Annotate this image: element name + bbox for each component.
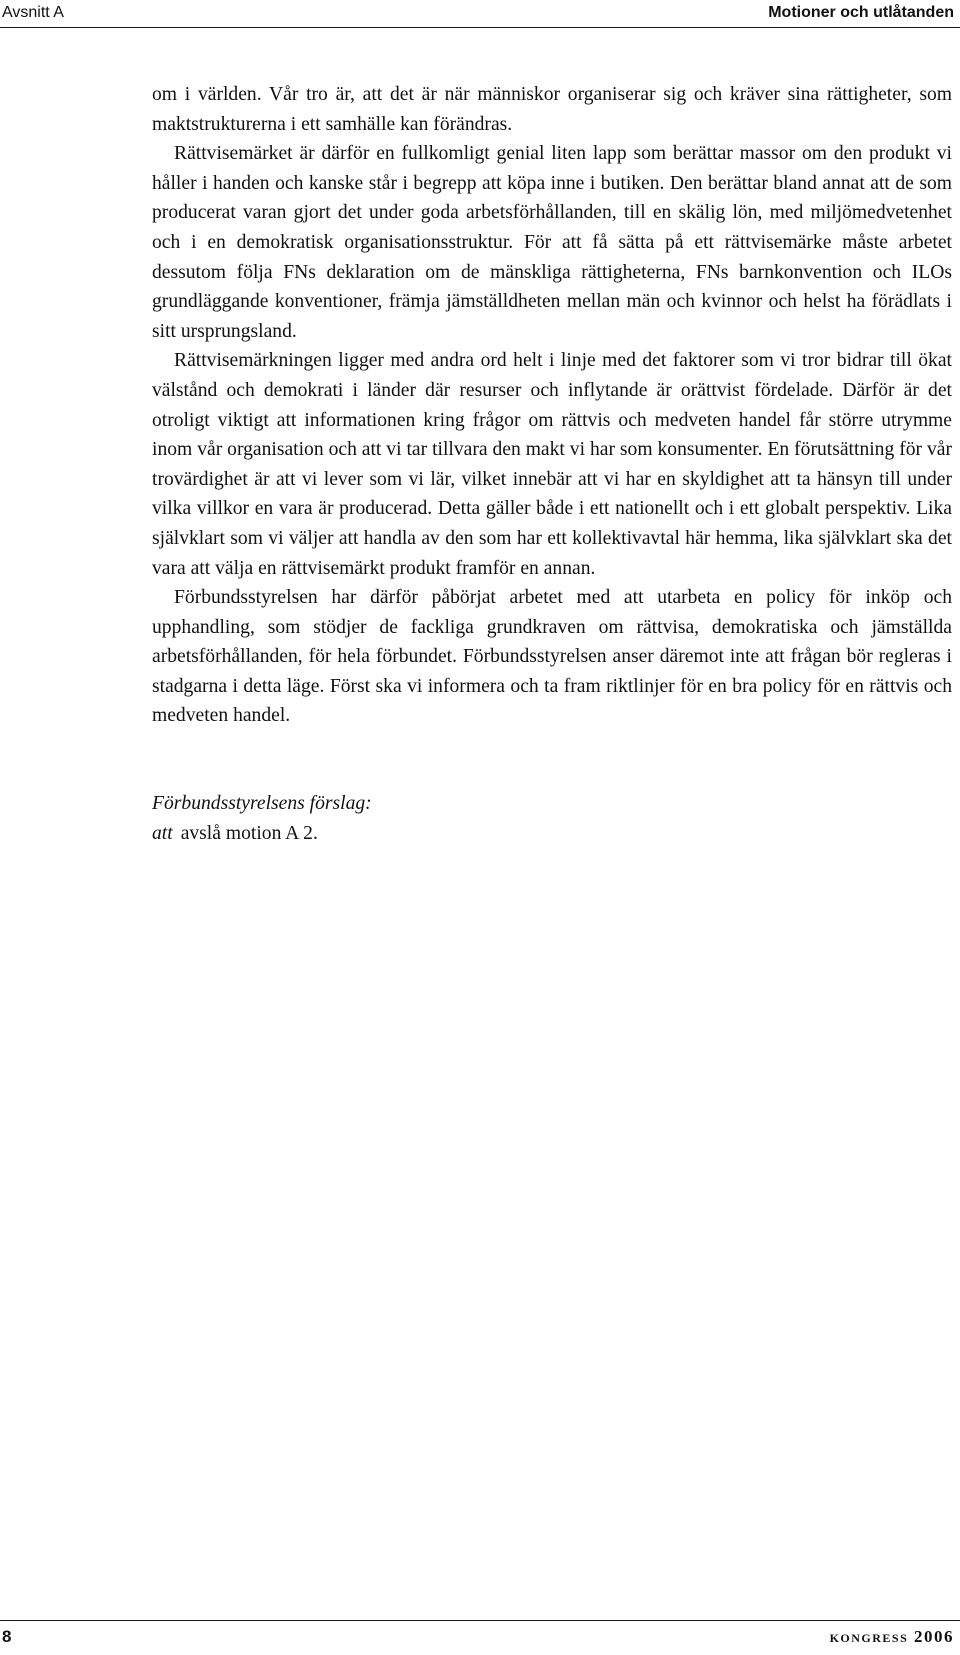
section-label: Avsnitt A (2, 4, 64, 21)
paragraph-continued: om i världen. Vår tro är, att det är när människor organiserar sig och kräver sina rättigheter, som maktstrukturerna i ett samhälle kan förändras. (152, 84, 952, 135)
paragraph: Förbundsstyrelsen har därför påbörjat arbetet med att utarbeta en policy för inköp och upphandling, som stödjer de fackliga grundkraven om rättvisa, demokratiska och jämställda arbetsförhållanden, för hela förbundet. Förbundsstyrelsen anser däremot inte att frågan bör regleras i stadgarna i detta läge. Först ska vi informera och ta fram riktlinjer för en bra policy för en rättvis och medveten handel. (152, 587, 952, 727)
running-header (0, 0, 960, 28)
proposal-att-word: att (152, 823, 173, 844)
board-proposal (152, 789, 952, 849)
header-title: Motioner och utlåtanden (768, 4, 954, 21)
footer-brand: kongress 2006 (829, 1627, 954, 1646)
paragraph: Rättvisemärket är därför en fullkomligt genial liten lapp som berättar massor om den produkt vi håller i handen och kanske står i begrepp att köpa inne i butiken. Den berättar bland annat att de som producerat varan gjort det under goda arbetsförhållanden, till en skälig lön, med miljömedvetenhet och i en demokratisk organisationsstruktur. För att få sätta på ett rättvisemärke måste arbetet dessutom följa FNs deklaration om de mänskliga rättigheterna, FNs barnkonvention och ILOs grundläggande konventioner, främja jämställdheten mellan män och kvinnor och helst ha förädlats i sitt ursprungsland. (152, 143, 952, 342)
proposal-line (152, 819, 952, 849)
proposal-text: avslå motion A 2. (180, 823, 318, 844)
body-text (152, 80, 952, 731)
page-number: 8 (2, 1627, 12, 1646)
proposal-heading: Förbundsstyrelsens förslag: (152, 793, 372, 814)
running-footer (0, 1620, 960, 1655)
paragraph: Rättvisemärkningen ligger med andra ord helt i linje med det faktorer som vi tror bidrar till ökat välstånd och demokrati i länder där resurser och inflytande är orättvist fördelade. Därför är det otroligt viktigt att informationen kring frågor om rättvis och medveten handel får större utrymme inom vår organisation och att vi tar tillvara den makt vi har som konsumenter. En förutsättning för vår trovärdighet är att vi lever som vi lär, vilket innebär att vi har en skyldighet att ta hänsyn till under vilka villkor en vara är producerad. Detta gäller både i ett nationellt och i ett globalt perspektiv. Lika självklart som vi väljer att handla av den som har ett kollektivavtal här hemma, lika självklart ska det vara att välja en rättvisemärkt produkt framför en annan. (152, 350, 952, 579)
